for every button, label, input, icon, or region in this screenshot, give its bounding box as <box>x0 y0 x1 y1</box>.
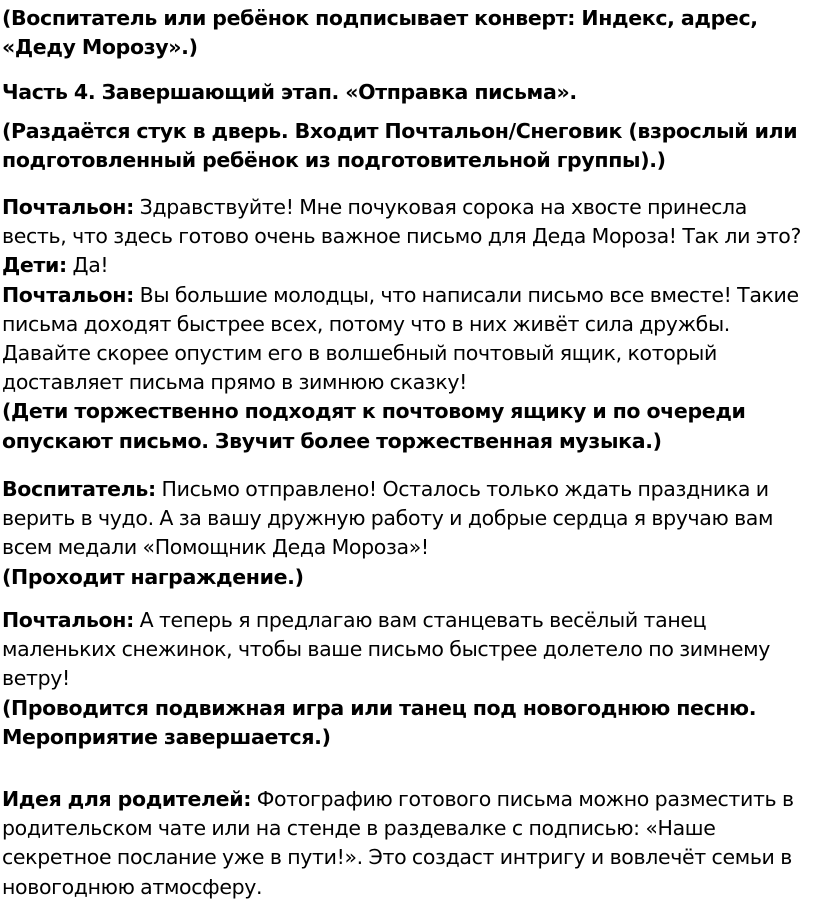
stage-direction-dance: (Проводится подвижная игра или танец под новогоднюю песню. Мероприятие завершается.) <box>2 695 757 749</box>
replica-text: А теперь я предлагаю вам станцевать весёлый танец маленьких снежинок, чтобы ваше письмо быстрее долетело по зимнему ветру! <box>2 608 771 691</box>
postman-replica-2 <box>0 281 812 398</box>
speaker-label-teacher: Воспитатель: <box>2 477 156 501</box>
stage-direction-mailbox: (Дети торжественно подходят к почтовому ящику и по очереди опускают письмо. Звучит более торжественная музыка.) <box>2 399 746 453</box>
parents-idea-text: Фотографию готового письма можно разместить в родительском чате или на стенде в раздевалке с подписью: «Наше секретное послание уже в пути!». Это создаст интригу и вовлечёт семьи в новогоднюю атмосферу. <box>2 787 794 899</box>
stage-direction-award: (Проходит награждение.) <box>2 564 304 589</box>
postman-replica-3 <box>0 606 812 694</box>
kids-replica <box>0 251 812 280</box>
speaker-label-postman: Почтальон: <box>2 282 134 307</box>
parents-idea-label: Идея для родителей: <box>2 787 252 811</box>
replica-text: Вы большие молодцы, что написали письмо все вместе! Такие письма доходят быстрее всех, потому что в них живёт сила дружбы. Давайте скорее опустим его в волшебный почтовый ящик, который доставляет письма прямо в зимнюю сказку! <box>2 282 799 395</box>
speaker-label-postman: Почтальон: <box>2 608 134 632</box>
dialogue-block-dance <box>0 606 812 752</box>
stage-direction-knock: (Раздаётся стук в дверь. Входит Почтальон/Снеговик (взрослый или подготовленный ребёнок из подготовительной группы).) <box>2 119 798 173</box>
replica-text: Здравствуйте! Мне почуковая сорока на хвосте принесла весть, что здесь готово очень важное письмо для Деда Мороза! Так ли это? <box>2 195 802 249</box>
replica-text: Письмо отправлено! Осталось только ждать праздника и верить в чудо. А за вашу дружную работу и добрые сердца я вручаю вам всем медали «Помощник Деда Мороза»! <box>2 477 774 560</box>
dialogue-block-teacher <box>0 475 812 592</box>
teacher-replica <box>0 475 812 563</box>
parents-idea <box>0 785 814 902</box>
speaker-label-kids: Дети: <box>2 253 67 278</box>
replica-text: Да! <box>66 253 109 278</box>
stage-direction-envelope: (Воспитатель или ребёнок подписывает конверт: Индекс, адрес, «Деду Морозу».) <box>2 6 758 60</box>
postman-replica <box>0 193 812 251</box>
dialogue-block-postman <box>0 193 812 456</box>
speaker-label-postman: Почтальон: <box>2 195 134 219</box>
section-heading-part-4: Часть 4. Завершающий этап. «Отправка письма». <box>2 80 577 104</box>
